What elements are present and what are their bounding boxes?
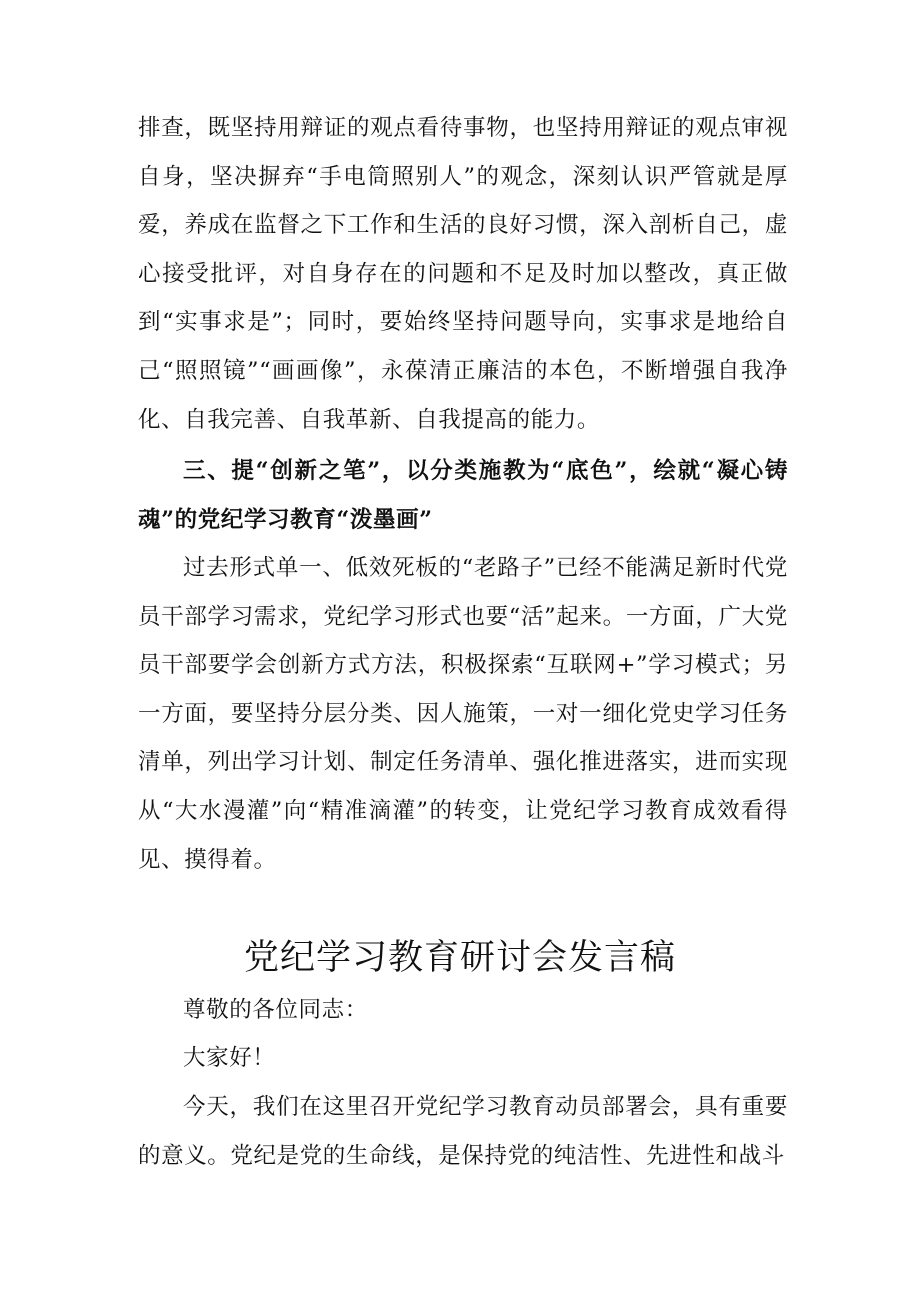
paragraph-three: 过去形式单一、低效死板的“老路子”已经不能满足新时代党员干部学习需求，党纪学习形式也要“活”起来。一方面，广大党员干部要学会创新方式方法，积极探索“互联网+”学习模式；另一方面，要坚持分层分类、因人施策，一对一细化党史学习任务清单，列出学习计划、制定任务清单、强化推进落实，进而实现从“大水漫灌”向“精准滴灌”的转变，让党纪学习教育成效看得见、摸得着。 (138, 555, 788, 873)
section-heading-three: 三、提“创新之笔”，以分类施教为“底色”，绘就“凝心铸魂”的党纪学习教育“泼墨画” (138, 458, 788, 533)
continuation-paragraph: 排查，既坚持用辩证的观点看待事物，也坚持用辩证的观点审视自身，坚决摒弃“手电筒照别人”的观念，深刻认识严管就是厚爱，养成在监督之下工作和生活的良好习惯，深入剖析自己，虚心接受批评，对自身存在的问题和不足及时加以整改，真正做到“实事求是”；同时，要始终坚持问题导向，实事求是地给自己“照照镜”“画画像”，永葆清正廉洁的本色，不断增强自我净化、自我完善、自我革新、自我提高的能力。 (138, 115, 788, 433)
speech-title: 党纪学习教育研讨会发言稿 (243, 938, 676, 978)
opening-paragraph: 今天，我们在这里召开党纪学习教育动员部署会，具有重要的意义。党纪是党的生命线，是保持党的纯洁性、先进性和战斗 (138, 1094, 788, 1169)
greeting: 大家好！ (183, 1045, 276, 1071)
salutation: 尊敬的各位同志： (183, 997, 368, 1023)
